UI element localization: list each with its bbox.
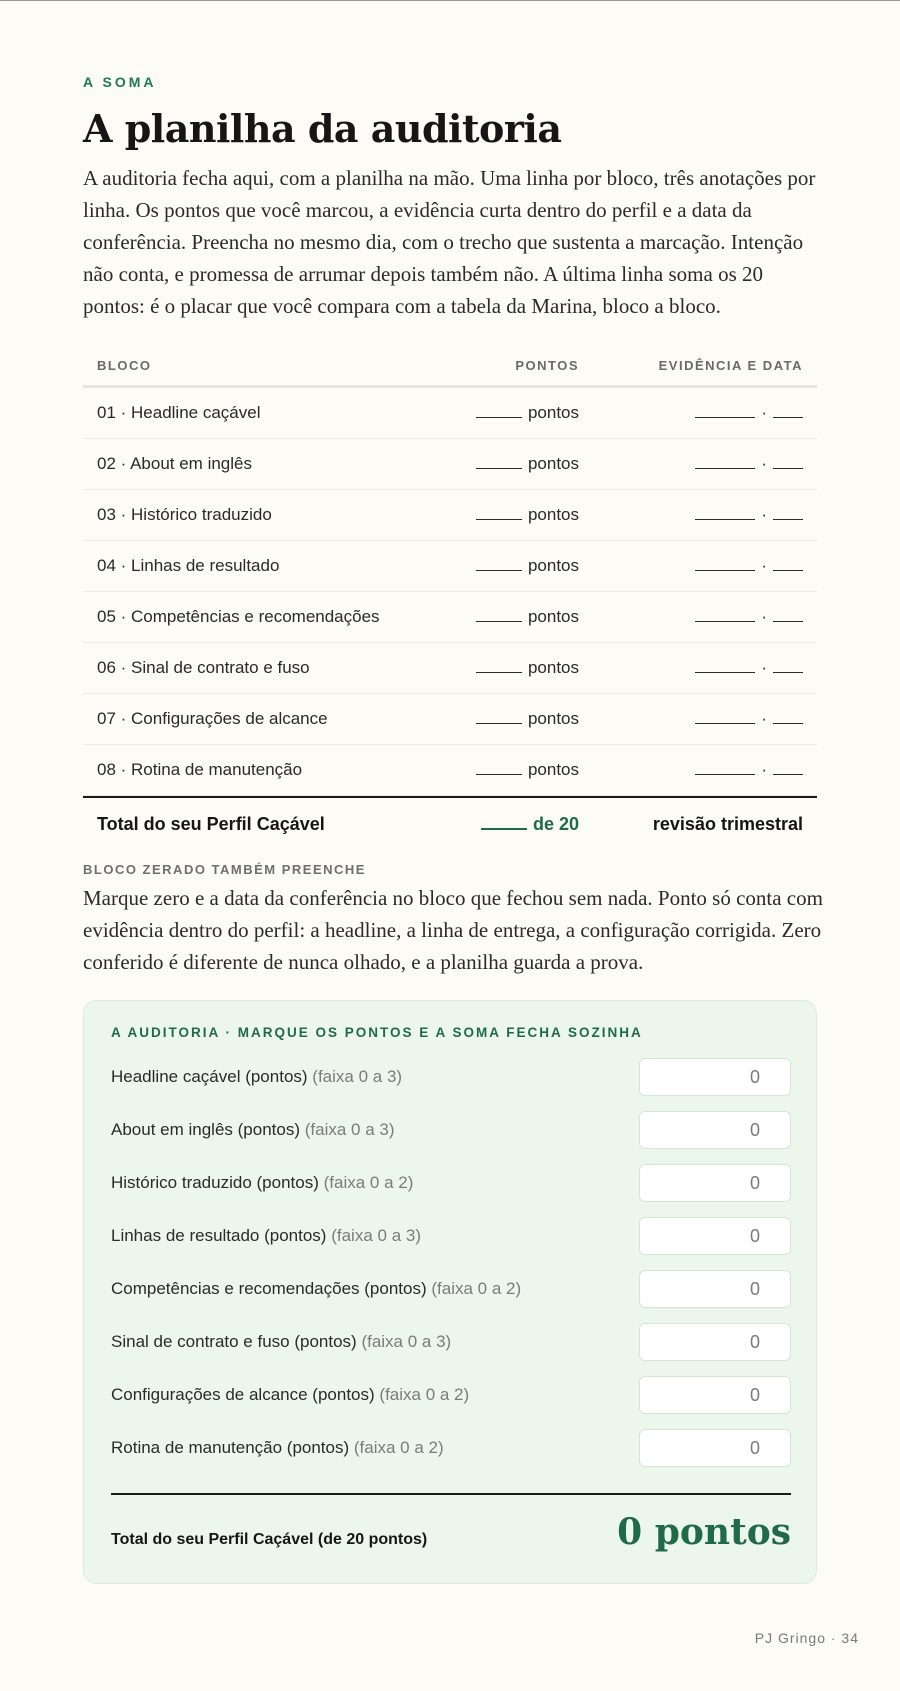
calculator-row-label — [111, 1067, 402, 1087]
total-evidence: revisão trimestral — [652, 813, 803, 834]
row-evidence — [579, 607, 817, 627]
calculator-row-label — [111, 1332, 451, 1352]
evidence-separator: · — [761, 658, 767, 677]
calculator-row — [111, 1269, 791, 1309]
row-points — [419, 556, 579, 576]
calculator-row-label — [111, 1173, 413, 1193]
points-blank — [476, 773, 522, 775]
points-blank — [476, 671, 522, 673]
points-input[interactable]: 0 — [639, 1058, 791, 1096]
row-label-text: Linhas de resultado (pontos) — [111, 1226, 327, 1245]
evidence-separator: · — [761, 454, 767, 473]
points-blank — [476, 416, 522, 418]
total-points — [419, 814, 579, 835]
points-blank — [476, 467, 522, 469]
row-range: (faixa 0 a 3) — [331, 1226, 421, 1245]
points-suffix: pontos — [527, 454, 579, 473]
row-label-text: Histórico traduzido (pontos) — [111, 1173, 319, 1192]
zero-block-text: Marque zero e a data da conferência no bloco que fechou sem nada. Ponto só conta com evidência dentro do perfil: a headline, a linha de entrega, a configuração corrigida. Zero conferido é diferente de nunca olhado, e a planilha guarda a prova. — [83, 886, 823, 974]
row-points — [419, 607, 579, 627]
points-input[interactable]: 0 — [639, 1429, 791, 1467]
row-label-text: Headline caçável (pontos) — [111, 1067, 308, 1086]
points-input[interactable]: 0 — [639, 1270, 791, 1308]
row-label-text: Sinal de contrato e fuso (pontos) — [111, 1332, 357, 1351]
evidence-blank — [695, 773, 755, 775]
evidence-blank — [695, 620, 755, 622]
calculator-row — [111, 1163, 791, 1203]
row-range: (faixa 0 a 3) — [361, 1332, 452, 1351]
date-blank — [773, 773, 803, 775]
page-footer: PJ Gringo · 34 — [754, 1630, 859, 1646]
points-blank — [476, 620, 522, 622]
row-block-name: 05 · Competências e recomendações — [97, 607, 380, 626]
points-blank — [476, 518, 522, 520]
points-input[interactable]: 0 — [639, 1217, 791, 1255]
row-evidence — [579, 760, 817, 780]
section-eyebrow: A SOMA — [83, 74, 157, 90]
row-block-name: 07 · Configurações de alcance — [97, 709, 328, 728]
row-evidence — [579, 556, 817, 576]
row-evidence — [579, 658, 817, 678]
evidence-blank — [695, 467, 755, 469]
calculator-row-label — [111, 1226, 421, 1246]
calculator-total-value: 0 pontos — [617, 1511, 791, 1553]
row-block-name: 02 · About em inglês — [97, 454, 252, 473]
calculator-row-label — [111, 1438, 444, 1458]
calculator-row — [111, 1428, 791, 1468]
row-points — [419, 454, 579, 474]
calculator-row — [111, 1216, 791, 1256]
row-label-text: Configurações de alcance (pontos) — [111, 1385, 375, 1404]
audit-sheet-table — [83, 345, 817, 850]
calculator-row-label — [111, 1120, 395, 1140]
evidence-blank — [695, 722, 755, 724]
points-input[interactable]: 0 — [639, 1164, 791, 1202]
points-blank — [476, 722, 522, 724]
date-blank — [773, 671, 803, 673]
calculator-row — [111, 1110, 791, 1150]
row-evidence — [579, 505, 817, 525]
row-points — [419, 709, 579, 729]
evidence-separator: · — [761, 505, 767, 524]
row-block-name: 04 · Linhas de resultado — [97, 556, 280, 575]
points-suffix: pontos — [527, 607, 579, 626]
row-block-name: 08 · Rotina de manutenção — [97, 760, 303, 779]
total-points-text: de 20 — [532, 813, 579, 834]
table-row — [83, 592, 817, 643]
header-evidence: EVIDÊNCIA E DATA — [658, 357, 803, 373]
row-points — [419, 505, 579, 525]
total-label: Total do seu Perfil Caçável — [97, 813, 325, 834]
date-blank — [773, 569, 803, 571]
calculator-row — [111, 1375, 791, 1415]
points-suffix: pontos — [527, 403, 579, 422]
row-block-name: 03 · Histórico traduzido — [97, 505, 272, 524]
evidence-separator: · — [761, 709, 767, 728]
table-row — [83, 745, 817, 796]
lead-paragraph: A auditoria fecha aqui, com a planilha na mão. Uma linha por bloco, três anotações por linha. Os pontos que você marcou, a evidência curta dentro do perfil e a data da conferência. Preencha no mesmo dia, com o trecho que sustenta a marcação. Intenção não conta, e promessa de arrumar depois também não. A última linha soma os 20 pontos: é o placar que você compara com a tabela da Marina, bloco a bloco. — [83, 166, 816, 318]
row-points — [419, 658, 579, 678]
row-evidence — [579, 454, 817, 474]
calculator-row-label — [111, 1385, 469, 1405]
row-range: (faixa 0 a 2) — [379, 1385, 470, 1404]
calculator-title: A AUDITORIA · MARQUE OS PONTOS E A SOMA FECHA SOZINHA — [111, 1025, 643, 1040]
points-suffix: pontos — [527, 658, 579, 677]
table-row — [83, 643, 817, 694]
row-label-text: Rotina de manutenção (pontos) — [111, 1438, 350, 1457]
calculator-row — [111, 1322, 791, 1362]
audit-calculator — [83, 1000, 817, 1584]
points-input[interactable]: 0 — [639, 1323, 791, 1361]
date-blank — [773, 722, 803, 724]
calculator-total-label: Total do seu Perfil Caçável (de 20 pontos) — [111, 1531, 428, 1548]
points-input[interactable]: 0 — [639, 1111, 791, 1149]
evidence-blank — [695, 416, 755, 418]
row-range: (faixa 0 a 2) — [431, 1279, 522, 1298]
row-range: (faixa 0 a 2) — [353, 1438, 444, 1457]
table-total-row — [83, 796, 817, 850]
date-blank — [773, 416, 803, 418]
zero-block-title: BLOCO ZERADO TAMBÉM PREENCHE — [83, 862, 366, 877]
table-row — [83, 541, 817, 592]
calculator-divider — [111, 1493, 791, 1495]
evidence-separator: · — [761, 403, 767, 422]
row-range: (faixa 0 a 3) — [304, 1120, 395, 1139]
row-block-name: 01 · Headline caçável — [97, 403, 261, 422]
table-row — [83, 439, 817, 490]
table-row — [83, 388, 817, 439]
points-suffix: pontos — [527, 556, 579, 575]
header-block: BLOCO — [97, 357, 152, 373]
points-blank — [476, 569, 522, 571]
calculator-row — [111, 1057, 791, 1097]
calculator-row-label — [111, 1279, 521, 1299]
row-block-name: 06 · Sinal de contrato e fuso — [97, 658, 310, 677]
points-input[interactable]: 0 — [639, 1376, 791, 1414]
row-label-text: Competências e recomendações (pontos) — [111, 1279, 427, 1298]
table-row — [83, 694, 817, 745]
page-title: A planilha da auditoria — [83, 106, 562, 151]
evidence-separator: · — [761, 607, 767, 626]
date-blank — [773, 467, 803, 469]
table-body — [83, 388, 817, 796]
evidence-blank — [695, 671, 755, 673]
points-blank — [481, 827, 527, 830]
header-points: PONTOS — [515, 357, 579, 373]
row-evidence — [579, 403, 817, 423]
evidence-blank — [695, 569, 755, 571]
evidence-blank — [695, 518, 755, 520]
date-blank — [773, 518, 803, 520]
row-label-text: About em inglês (pontos) — [111, 1120, 300, 1139]
table-row — [83, 490, 817, 541]
points-suffix: pontos — [527, 760, 579, 779]
points-suffix: pontos — [527, 505, 579, 524]
row-evidence — [579, 709, 817, 729]
row-points — [419, 403, 579, 423]
row-range: (faixa 0 a 2) — [323, 1173, 414, 1192]
date-blank — [773, 620, 803, 622]
row-range: (faixa 0 a 3) — [312, 1067, 403, 1086]
points-suffix: pontos — [527, 709, 579, 728]
evidence-separator: · — [761, 556, 767, 575]
evidence-separator: · — [761, 760, 767, 779]
row-points — [419, 760, 579, 780]
top-border — [0, 0, 900, 1]
table-header — [83, 345, 817, 388]
